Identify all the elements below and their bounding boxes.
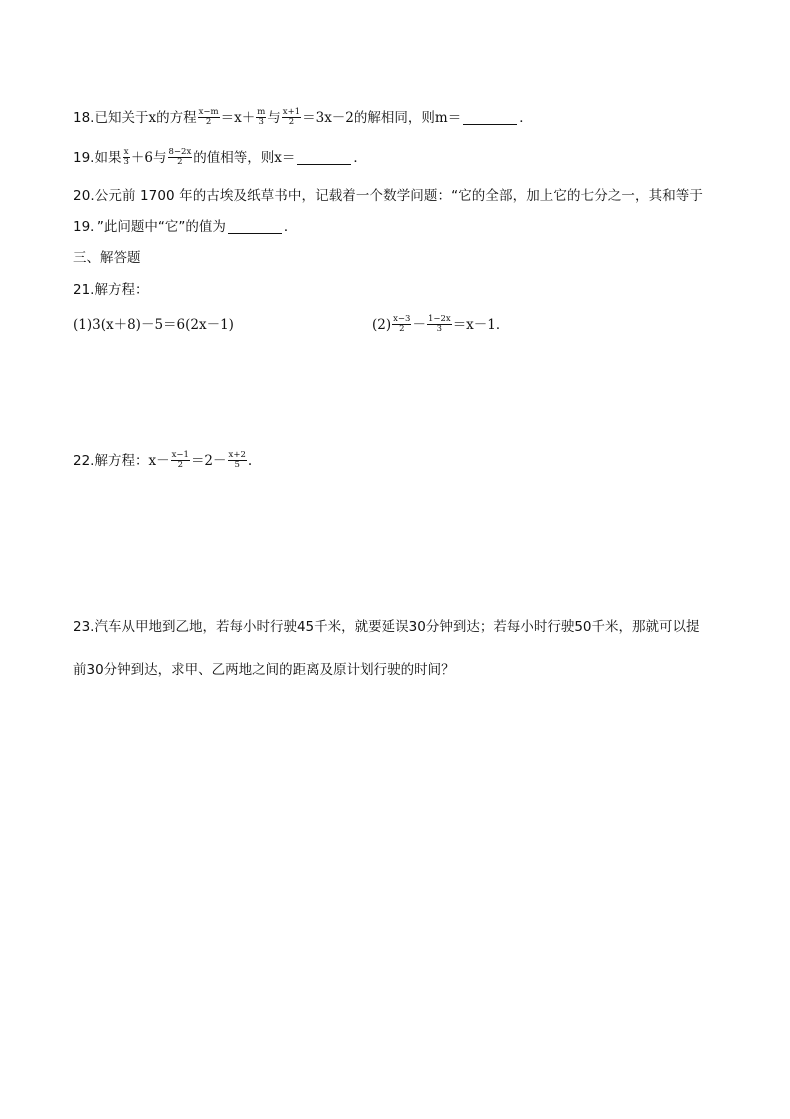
q18-end: ． bbox=[519, 110, 533, 126]
q20-answer-blank[interactable] bbox=[228, 221, 282, 234]
q22-expr1: x－ bbox=[148, 453, 170, 469]
question-23-line-2 bbox=[73, 660, 455, 680]
question-20-line-1 bbox=[73, 186, 703, 206]
question-21-part-2 bbox=[372, 315, 509, 335]
q19-frac1-numerator: x bbox=[123, 146, 129, 157]
q19-answer-blank[interactable] bbox=[297, 152, 351, 165]
q19-expr2: x＝ bbox=[274, 150, 296, 166]
q19-text1: 与 bbox=[153, 150, 167, 166]
q21-part2-fraction-1 bbox=[392, 315, 411, 334]
q19-frac2-numerator: 8−2x bbox=[168, 146, 192, 157]
q22-frac2-denominator: 5 bbox=[234, 459, 240, 470]
question-21-part-1 bbox=[73, 315, 234, 335]
question-19 bbox=[73, 148, 367, 168]
q23-line1: 23.汽车从甲地到乙地，若每小时行驶45千米，就要延误30分钟到达；若每小时行驶50千米，那就可以提 bbox=[73, 619, 700, 635]
question-18 bbox=[73, 108, 533, 128]
q21-part2-label: (2) bbox=[372, 317, 392, 333]
q18-frac1-numerator: x−m bbox=[198, 106, 219, 117]
q18-text3: 的解相同，则 bbox=[353, 110, 435, 126]
q21-part2-frac2-denominator: 3 bbox=[436, 323, 443, 334]
q18-fraction-3 bbox=[282, 108, 301, 127]
q22-frac1-numerator: x−1 bbox=[171, 449, 189, 460]
q21-part2-frac1-numerator: x−3 bbox=[393, 313, 411, 324]
q20-end: ． bbox=[283, 219, 298, 235]
q19-frac1-denominator: 3 bbox=[123, 156, 129, 167]
q18-prefix: 18.已知关于 bbox=[73, 110, 149, 126]
q21-part2-minus: － bbox=[412, 317, 426, 333]
section-3-title-text: 三、解答题 bbox=[73, 250, 141, 266]
q22-expr2: ＝2－ bbox=[190, 453, 227, 469]
q19-expr1: ＋6 bbox=[130, 150, 153, 166]
q18-var-x: x bbox=[148, 110, 157, 126]
q18-fraction-1 bbox=[198, 108, 220, 127]
q22-prompt: 22.解方程： bbox=[73, 453, 149, 469]
question-23-line-1 bbox=[73, 617, 700, 637]
q18-expr2: ＝3x－2 bbox=[302, 110, 354, 126]
q21-part2-expr: ＝x－1． bbox=[452, 317, 510, 333]
q19-text2: 的值相等，则 bbox=[193, 150, 275, 166]
q22-fraction-2 bbox=[228, 451, 247, 470]
q21-prompt: 21.解方程： bbox=[73, 282, 149, 298]
q18-text2: 与 bbox=[267, 110, 281, 126]
q22-end: . bbox=[247, 453, 253, 469]
q23-line2: 前30分钟到达，求甲、乙两地之间的距离及原计划行驶的时间？ bbox=[73, 662, 455, 678]
q21-part1: (1)3(x＋8)－5＝6(2x－1) bbox=[73, 317, 234, 333]
q22-frac1-denominator: 2 bbox=[177, 459, 183, 470]
q19-frac2-denominator: 2 bbox=[177, 156, 183, 167]
question-21-prompt bbox=[73, 280, 148, 300]
q19-prefix: 19.如果 bbox=[73, 150, 122, 166]
q19-fraction-2 bbox=[168, 148, 193, 167]
q18-frac1-denominator: 2 bbox=[205, 116, 212, 127]
question-20-line-2 bbox=[73, 217, 297, 237]
question-22 bbox=[73, 451, 252, 471]
q22-fraction-1 bbox=[171, 451, 190, 470]
q18-expr3: m＝ bbox=[434, 110, 462, 126]
q18-frac2-denominator: 3 bbox=[258, 116, 264, 127]
q21-part2-frac1-denominator: 2 bbox=[399, 323, 405, 334]
section-3-title bbox=[73, 248, 141, 268]
q18-frac3-numerator: x+1 bbox=[282, 106, 301, 117]
q20-line1: 20.公元前 1700 年的古埃及纸草书中，记载着一个数学问题：“它的全部，加上它的七分之一，其和等于 bbox=[73, 188, 704, 204]
q21-part2-fraction-2 bbox=[427, 315, 452, 334]
q18-answer-blank[interactable] bbox=[463, 112, 517, 125]
q18-frac3-denominator: 2 bbox=[288, 116, 295, 127]
q18-fraction-2 bbox=[256, 108, 266, 127]
q21-part2-frac2-numerator: 1−2x bbox=[427, 313, 451, 324]
q18-frac2-numerator: m bbox=[257, 106, 266, 117]
q18-text1: 的方程 bbox=[156, 110, 197, 126]
q18-expr1: ＝x＋ bbox=[220, 110, 256, 126]
q19-fraction-1 bbox=[122, 148, 129, 167]
q22-frac2-numerator: x+2 bbox=[228, 449, 246, 460]
q19-end: ． bbox=[353, 150, 367, 166]
q20-line2-prefix: 19．”此问题中“它”的值为 bbox=[73, 219, 226, 235]
